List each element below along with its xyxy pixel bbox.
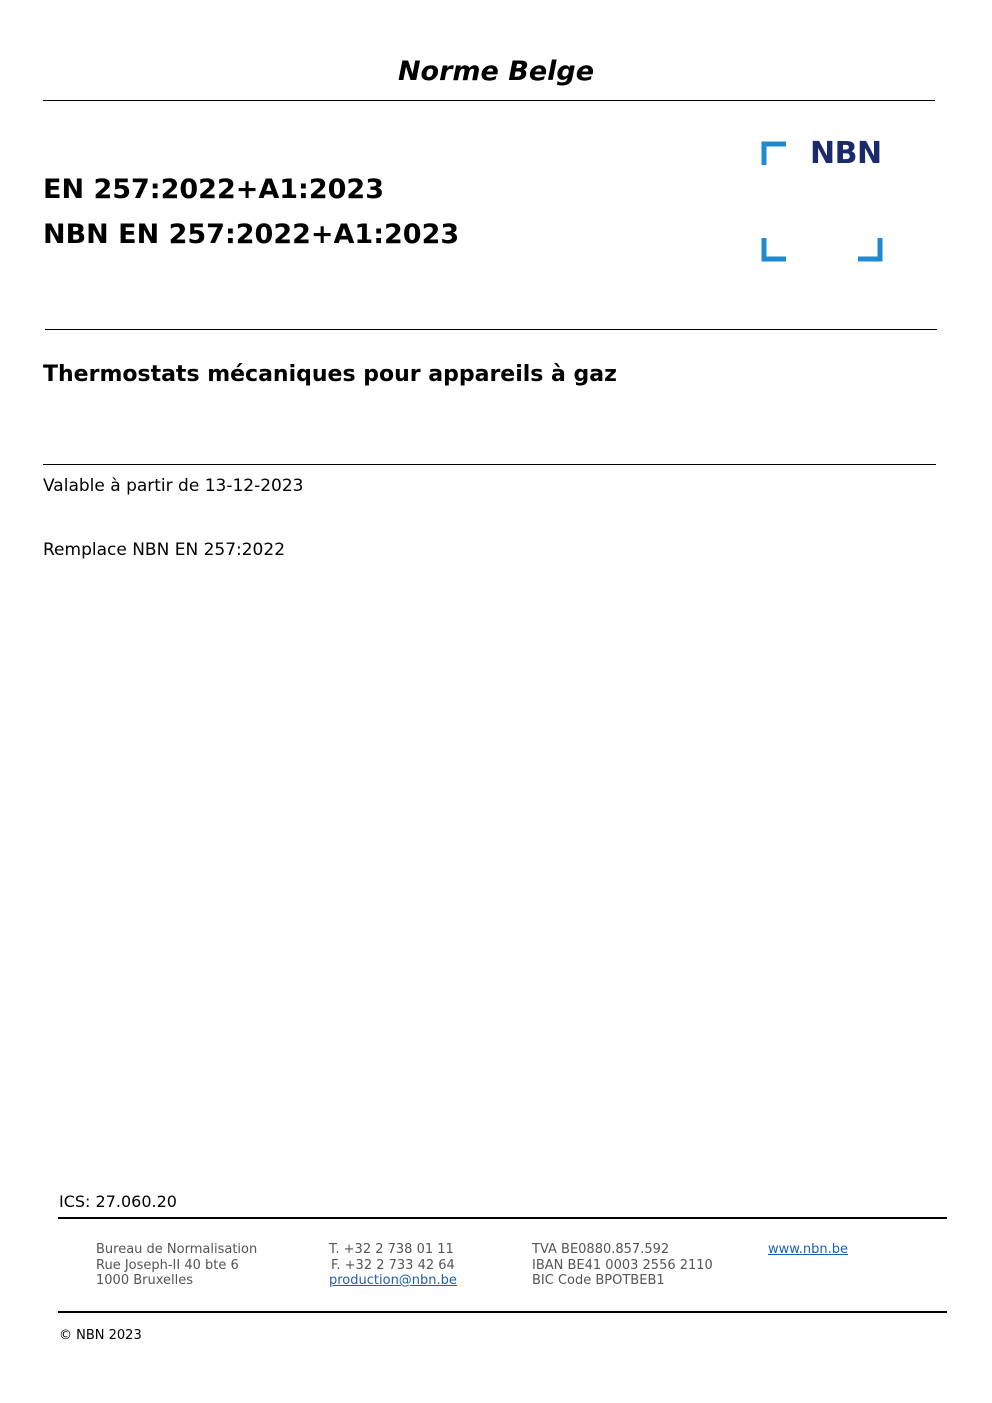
fax-number: F. +32 2 733 42 64	[331, 1257, 455, 1273]
title-divider	[43, 464, 936, 465]
phone-number: T. +32 2 738 01 11	[329, 1242, 454, 1257]
footer-bank	[532, 1242, 713, 1289]
footer-contact	[329, 1242, 457, 1289]
code-divider	[45, 329, 937, 330]
footer-address	[96, 1242, 257, 1289]
replaces: Remplace NBN EN 257:2022	[43, 540, 286, 560]
address-line-2: Rue Joseph-II 40 bte 6	[96, 1257, 239, 1273]
standard-code-nbn: NBN EN 257:2022+A1:2023	[43, 219, 460, 250]
valid-from: Valable à partir de 13-12-2023	[43, 476, 304, 496]
header-divider	[43, 100, 935, 101]
address-line-3: 1000 Bruxelles	[96, 1273, 194, 1288]
footer-website	[768, 1242, 848, 1258]
document-title: Thermostats mécaniques pour appareils à gaz	[43, 362, 617, 387]
vat-number: TVA BE0880.857.592	[532, 1242, 670, 1257]
email-link[interactable]: production@nbn.be	[329, 1273, 457, 1288]
bic-code: BIC Code BPOTBEB1	[532, 1273, 665, 1288]
ics-code: ICS: 27.060.20	[59, 1192, 177, 1211]
header-title: Norme Belge	[397, 56, 595, 87]
website-link[interactable]: www.nbn.be	[768, 1242, 848, 1257]
footer-bottom-divider	[58, 1311, 947, 1313]
standard-code-en: EN 257:2022+A1:2023	[43, 174, 384, 205]
logo-text: NBN	[810, 136, 882, 171]
iban-number: IBAN BE41 0003 2556 2110	[532, 1257, 713, 1273]
copyright: © NBN 2023	[59, 1328, 142, 1343]
address-line-1: Bureau de Normalisation	[96, 1242, 258, 1257]
footer-top-divider	[58, 1217, 947, 1219]
